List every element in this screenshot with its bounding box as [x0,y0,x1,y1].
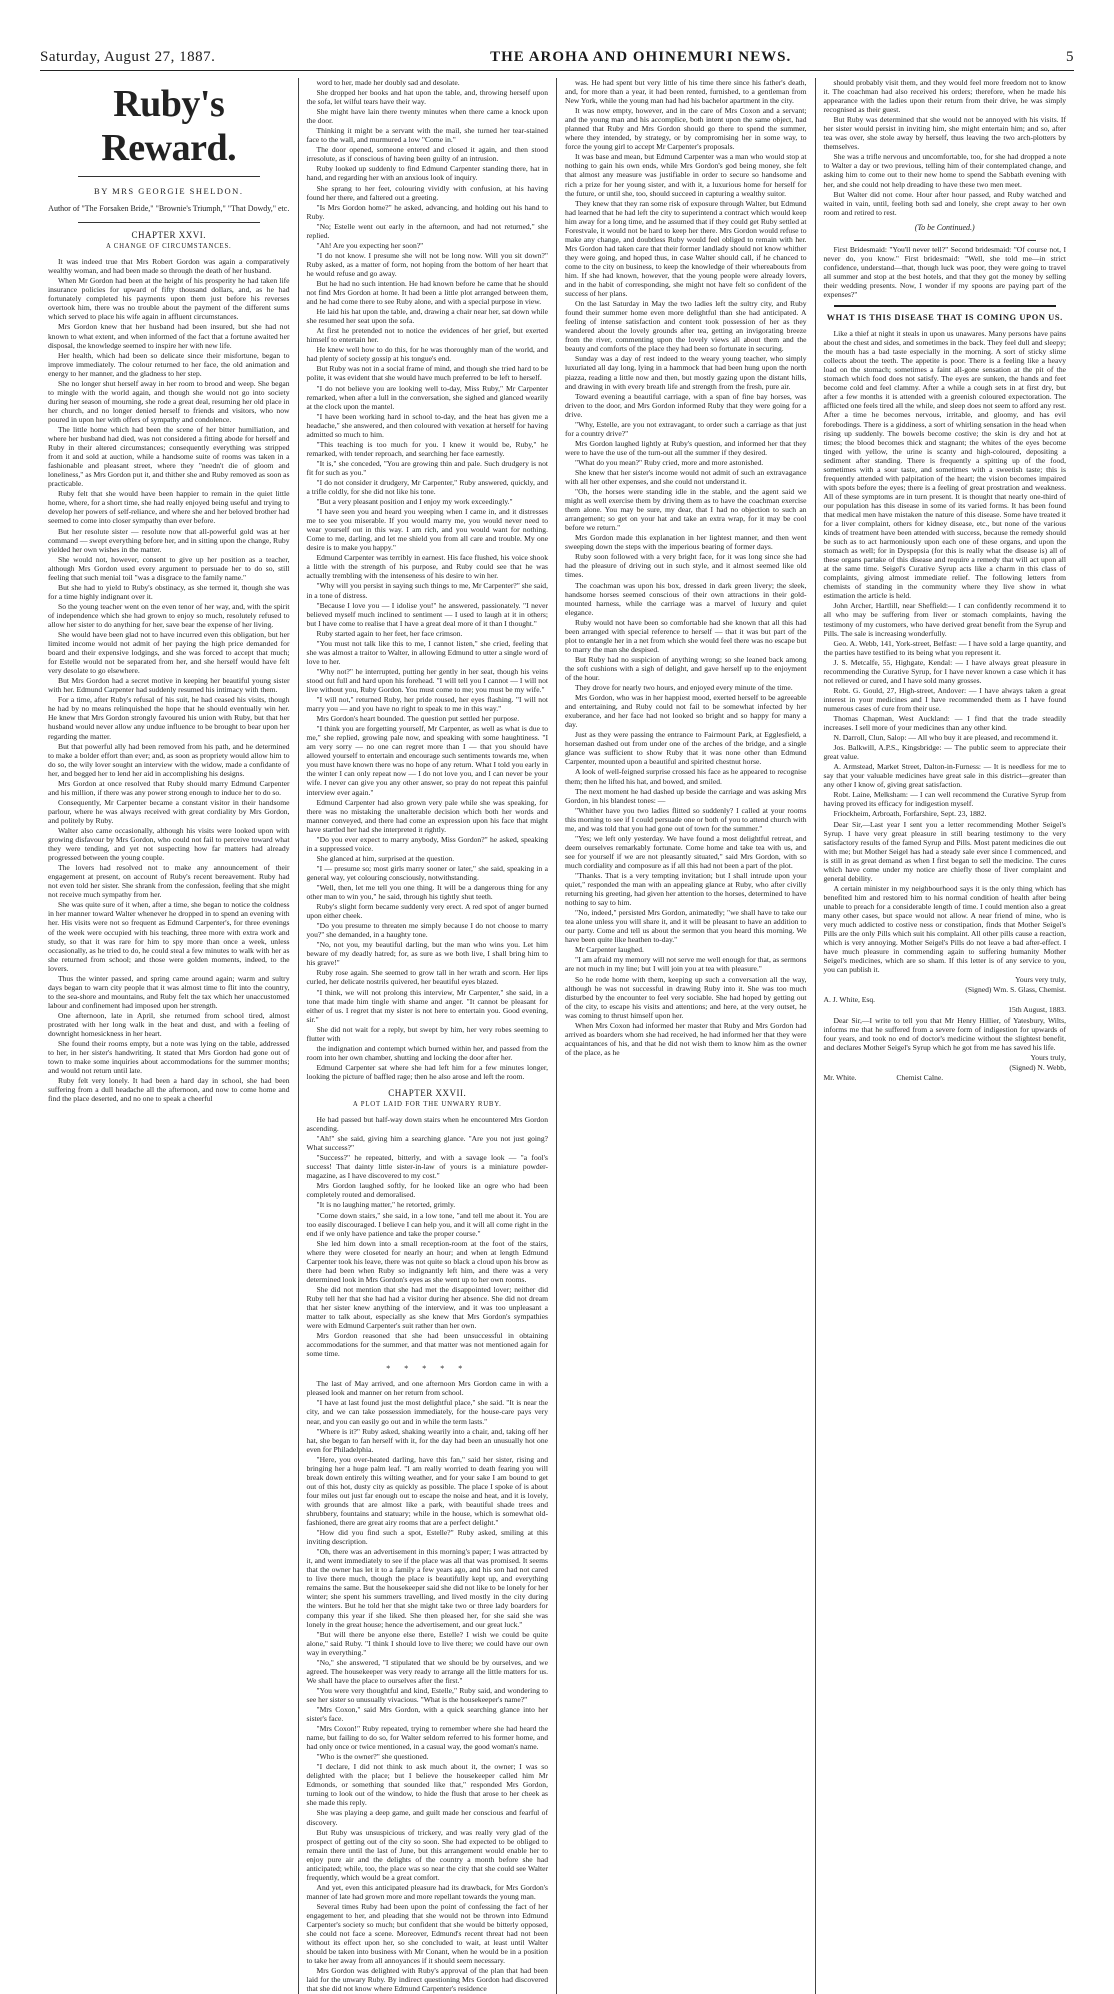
newspaper-columns [40,78,1074,1994]
paragraph: But Ruby was not in a social frame of mind, and though she tried hard to be polite, it was evident that she would have much preferred to be left to herself. [306,364,548,383]
paragraph: "Ah! Are you expecting her soon?" [316,240,424,250]
paragraph: They knew that they ran some risk of exposure through Walter, but Edmund had learned that he had left the city to superintend a contract which would keep him away for a long time, and he assumed that if they could get Ruby settled at Forestvale, it would not be hard to keep her there. Mrs Gordon would refuse to make any change, and doubtless Ruby would feel obliged to remain with her. Mrs Gordon had taken care that their former landlady should not know whither they were going, and hoped thus, in case Walter should call, if he chanced to come to the city on business, to keep the knowledge of their whereabouts from him. If she had known, however, that the young people were already lovers, and in the habit of corresponding, she might not have felt so confident of the success of her plans. [565,198,807,299]
paragraph: was. He had spent but very little of his time there since his father's death, and, for more than a year, it had been rented, furnished, to a gentleman from New York, while the young man had had his bachelor apartment in the city. [565,78,807,106]
to-be-continued: (To be Continued.) [914,222,975,232]
paragraph: It was now empty, however, and in the care of Mrs Coxon and a servant; and the young man and his accomplice, both intent upon the same object, had planned that Ruby and Mrs Gordon should go there to spend the summer, where they intended, by strategy, or by compromising her in some way, to force the young girl to accept Mr Carpenter's proposals. [565,106,807,152]
paragraph: She dropped her books and hat upon the table, and, throwing herself upon the sofa, let wilful tears have their way. [306,88,548,107]
story-text [307,1379,549,1993]
paragraph: First Bridesmaid: "You'll never tell?" Second bridesmaid: "Of course not, I never do, you know." First bridesmaid: "Well, she told me—in strict confidence, understand—that, though luck was poor, they were going to travel all summer and stop at the best hotels, and that they got the money by selling their wedding presents. Now, I wonder if my spoons are paying part of the expenses?" [823,244,1066,299]
paragraph: Ruby rose again. She seemed to grow tall in her wrath and scorn. Her lips curled, her delicate nostrils quivered, her beautiful eyes blazed. [306,968,548,987]
paragraph: "Do you ever expect to marry anybody, Miss Gordon?" he asked, speaking in a suppressed voice. [306,834,548,853]
paragraph: Mrs Gordon at once resolved that Ruby should marry Edmund Carpenter and his million, if there was any power strong enough to induce her to do so. [48,778,290,797]
paragraph: She knew that her sister's income would not admit of such an extravagance with all her other expenses, and she could not understand it. [565,467,807,487]
paragraph: When Mr Gordon had been at the height of his prosperity he had taken life insurance policies for upward of fifty thousand dollars, and, as he had fortunately completed his payments upon them just before his reverses overtook him, there was no trouble about the payment of the different sums which served to place his wife again in affluent circumstances. [48,276,290,322]
author-note: Author of "The Forsaken Bride," "Brownie's Triumph," "That Dowdy," etc. [48,204,290,214]
paragraph: Mrs Gordon, who was in her happiest mood, exerted herself to be agreeable and entertaining, and Ruby could not fail to be somewhat infected by her exuberance, and her face had not looked so bright and so happy for many a day. [565,693,807,730]
paragraph: One afternoon, late in April, she returned from school tired, almost prostrated with her long walk in the heat and dust, and with a feeling of downright homesickness in her heart. [48,1010,290,1039]
paragraph: It was base and mean, but Edmund Carpenter was a man who would stop at nothing to gain his own ends, while Mrs Gordon's god being money, she felt that almost any measure was justifiable in order to secure so handsome and rich a prize for her young sister, and with it, a luxurious home for herself for the future, or until she, too, should succeed in capturing a wealthy suitor. [565,152,807,198]
paragraph: It was indeed true that Mrs Robert Gordon was again a comparatively wealthy woman, and had been made so through the death of her husband. [48,257,290,276]
story-text [565,78,807,1057]
chemist-title: Chemist Calne. [896,1072,944,1082]
paragraph: But Ruby was unsuspicious of trickery, and was really very glad of the prospect of getting out of the city so soon. She had expected to be obliged to remain there until the last of June, but this arrangement would enable her to enjoy pure air and the delights of the country a month before she had anticipated; while, too, the place was so near the city that she could see Walter frequently, which would be a great comfort. [306,1827,548,1882]
paragraph: Friockheim, Arbroath, Forfarshire, Sept. 23, 1882. [833,809,987,819]
paragraph: "Why, Estelle, are you not extravagant, to order such a carriage as that just for a country drive?" [565,419,807,438]
story-byline: BY MRS GEORGIE SHELDON. [94,186,244,196]
paragraph: Mrs Gordon laughed softly, for he looked like an ogre who had been completely routed and demoralised. [306,1181,548,1200]
paragraph: She glanced at him, surprised at the question. [316,853,455,863]
paragraph: But Ruby had no suspicion of anything wrong; so she leaned back among the soft cushions with a sigh of delight, and gave herself up to the enjoyment of the hour. [565,654,807,682]
chapter-title: CHAPTER XXVI. [131,230,206,241]
paragraph: Ruby started again to her feet, her face crimson. [316,628,463,638]
paragraph: She no longer shut herself away in her room to brood and weep. She began to mingle with the world again, and though she would not go into society during her season of mourning, she rode a great deal, resuming her old place in her church, and no longer denied herself to friends and visitors, who now poured in upon her with offers of sympathy and condolence. [48,378,290,424]
divider [854,240,1037,241]
paragraph: Walter also came occasionally, although his visits were looked upon with growing disfavour by Mrs Gordon, who could not fail to perceive toward what they were tending, and yet not suspecting how far matters had already progressed between the young couple. [48,826,290,863]
paragraph: Several times Ruby had been upon the point of confessing the fact of her engagement to her, and pleading that she would not be thrown into Edmund Carpenter's society so much; but confident that she would be bitterly opposed, she could not face a scene. Moreover, Edmund's recent threat had not been without its effect upon her, so she concluded to wait, at least until Walter should be taken into business with Mr Conant, when he would be in a position to take her away from all annoyances if it should seem necessary. [306,1901,548,1966]
paragraph: the indignation and contempt which burned within her, and passed from the room into her own chamber, shutting and locking the door after her. [306,1043,548,1062]
paragraph: "Well, then, let me tell you one thing. It will be a dangerous thing for any other man to win you," he said, through his tightly shut teeth. [306,882,548,902]
paragraph: Ruby's slight form became suddenly very erect. A red spot of anger burned upon either cheek. [306,902,548,921]
section-break: * * * * * [386,1364,469,1374]
paragraph: "How did you find such a spot, Estelle?" Ruby asked, smiling at this inviting description. [306,1528,548,1547]
paragraph: Thinking it might be a servant with the mail, she turned her tear-stained face to the wall, and murmured a low "Come in." [306,126,548,145]
paragraph: "I think, we will not prolong this interview, Mr Carpenter," she said, in a tone that made him tingle with shame and anger. "It cannot be pleasant for either of us. I regret that my sister is not here to entertain you. Good evening, sir." [306,987,548,1024]
paragraph: Geo. A. Webb, 141, York-street, Belfast: — I have sold a large quantity, and the parties have testified to its being what you represent it. [823,638,1066,657]
column-4 [816,78,1075,1994]
paragraph: "But will there be anyone else there, Estelle? I wish we could be quite alone," said Ruby. "I think I should love to live there; we could have our own way in everything." [306,1629,548,1657]
paragraph: But Walter did not come. Hour after hour passed, and Ruby watched and waited in vain, until, feeling both sad and lonely, she crept away to her own room and retired to rest. [823,189,1066,217]
paragraph: "Is Mrs Gordon home?" he asked, advancing, and holding out his hand to Ruby. [306,202,548,221]
paragraph: A look of well-feigned surprise crossed his face as he appeared to recognise them; then he lifted his hat, and bowed, and smiled. [565,767,807,786]
paragraph: Mr Carpenter laughed. [575,945,644,955]
letter-body: Dear Sir,—I write to tell you that Mr Henry Hillier, of Yatesbury, Wilts, informs me that he suffered from a severe form of indigestion for upwards of four years, and took no end of doctor's medicine without the slightest benefit, and declares Mother Seigel's Syrup which he got from me has saved his life. [823,1015,1066,1052]
advert-text [824,329,1067,974]
paragraph: "I have at last found just the most delightful place," she said. "It is near the city, and we can take possession immediately, for the house-care pays very near, and you can easily go out and in while the term lasts." [306,1398,548,1426]
chapter-title: CHAPTER XXVII. [388,1087,467,1098]
signature-name: (Signed) Wm. S. Glass, Chemist. [965,985,1066,995]
signature-name: (Signed) N. Webb, [1009,1062,1066,1072]
paragraph: But she had to yield to Ruby's obstinacy, as she termed it, though she was for a time highly indignant over it. [48,582,290,601]
paragraph: Dear Sir,—Last year I sent you a letter recommending Mother Seigel's Syrup. I have very great pleasure in still bearing testimony to the very satisfactory results of the famed Syrup and Pills. Most patent medicines die out with me; but Mother Seigel has had a steady sale ever since I commenced, and is still in as great demand as when I first began to sell the medicine. The cures which have come under my notice are chiefly those of liver complaint and general debility. [823,819,1066,883]
signature-close: Yours truly, [1030,1052,1066,1062]
paragraph: She led him down into a small reception-room at the foot of the stairs, where they were closeted for nearly an hour; and when at length Edmund Carpenter took his leave, there was not quite so black a cloud upon his brow as there had been when Ruby so indignantly left him, and there was a very determined look in Mrs Gordon's eyes as she went up to her own rooms. [306,1238,548,1284]
paragraph: When Mrs Coxon had informed her master that Ruby and Mrs Gordon had arrived as boarders whom she had received, he had informed her that they were acquaintances of his, and that he did not wish them to know him as the owner of the place, as he [565,1020,807,1057]
paragraph: And yet, even this anticipated pleasure had its drawback, for Mrs Gordon's manner of late had grown more and more repellant towards the young man. [306,1882,548,1901]
paragraph: The door opened, someone entered and closed it again, and then stood irresolute, as if conscious of having been guilty of an intrusion. [306,145,548,164]
paragraph: "Do you presume to threaten me simply because I do not choose to marry you?" she demanded, in a haughty tone. [306,921,548,940]
paragraph: A. Armstead, Market Street, Dalton-in-Furness: — It is needless for me to say that your valuable medicines have great sale in this district—greater than any other I know of, giving great satisfaction. [823,762,1066,790]
paragraph: "It is," she conceded, "You are growing thin and pale. Such drudgery is not fit for such as you." [306,458,548,477]
paragraph: On the last Saturday in May the two ladies left the sultry city, and Ruby found their summer home even more delightful than she had anticipated. A feeling of intense satisfaction and content took possession of her as they wandered about the lovely grounds after tea, getting an invigorating breeze from the river, commenting upon the lovely views all about them and the beauty and comforts of the place they had been so fortunate in securing. [565,299,807,354]
paragraph: But he had no such intention. He had known before he came that he should not find Mrs Gordon at home. It had been a little plot arranged between them, and he had come there to see Ruby alone, and with a special purpose in view. [306,278,548,307]
story-text [307,78,549,1043]
paragraph: "Why not?" he interrupted, putting her gently in her seat, though his veins stood out full and hard upon his forehead. "I will tell you I cannot — I will not live without you, Ruby Gordon. You must come to me; you must be my wife." [306,666,548,694]
paragraph: "Whither have you two ladies flitted so suddenly? I called at your rooms this morning to see if I could persuade one or both of you to attend church with me, and was told that you had gone out of town for the summer." [565,805,807,833]
paragraph: "I declare, I did not think to ask much about it, the owner; I was so delighted with the place; but I believe the housekeeper called him Mr Edmonds, or something that sounded like that," responded Mrs Gordon, turning to look out of the window, to hide the flush that arose to her cheek as she made this reply. [306,1762,548,1808]
paragraph: She found their rooms empty, but a note was lying on the table, addressed to her, in her sister's handwriting. It stated that Mrs Gordon had gone out of town to make some inquiries about accommodations for the summer months; and would not return until late. [48,1039,290,1076]
paragraph: But Mrs Gordon had a secret motive in keeping her beautiful young sister with her. Edmund Carpenter had suddenly resumed his intimacy with them. [48,676,290,695]
masthead-date: Saturday, August 27, 1887. [40,48,216,65]
paragraph: "Here, you over-heated darling, have this fan," said her sister, rising and bringing her a huge palm leaf. "I am really worried to death fearing you will break down entirely this wilting weather, and for your sake I am bound to get out of this hot, dusty city as quickly as possible. The place I spoke of is about four miles out just far enough out to escape the noise and heat, and it is lovely, with grounds that are almost like a park, with beautiful shade trees and shrubbery, fountains and statuary; while in the house, which is somewhat old-fashioned, there are great airy rooms that are a perfect delight." [306,1454,548,1528]
paragraph: "Thanks. That is a very tempting invitation; but I shall intrude upon your quiet," responded the man with an appealing glance at Ruby, who after civilly returning his greeting, had given her attention to the horses, determined to have nothing to say to him. [565,870,807,908]
paragraph: Edmund Carpenter sat where she had left him for a few minutes longer, looking the picture of baffled rage; then he also arose and left the room. [306,1062,548,1081]
paragraph: "You were very thoughtful and kind, Estelle," Ruby said, and wondering to see her sister so unusually vivacious. "What is the housekeeper's name?" [306,1685,548,1704]
paragraph: J. S. Metcalfe, 55, Highgate, Kendal: — I have always great pleasure in recommending the Curative Syrup, for I have never known a case which it has not relieved or cured, and I have sold many grosses. [823,657,1066,685]
title-rule [78,176,260,177]
paragraph: She was a trifle nervous and uncomfortable, too, for she had dropped a note to Walter a day or two previous, telling him of their contemplated change, and asking him to come out to their new home to spend the Sabbath evening with her, and she could not help dreading to have these two men meet. [823,152,1066,189]
paragraph: They drove for nearly two hours, and enjoyed every minute of the time. [575,683,793,693]
masthead-title: THE AROHA AND OHINEMURI NEWS. [490,48,792,65]
letter-recipient: A. J. White, Esq. [823,995,876,1005]
chapter-subtitle: A CHANGE OF CIRCUMSTANCES. [105,243,232,251]
paragraph: Just as they were passing the entrance to Fairmount Park, at Egglesfield, a horseman dashed out from under one of the arches of the bridge, and a single glance was sufficient to show Ruby that it was none other than Edmund Carpenter, mounted upon a beautiful and spirited chestnut horse. [565,730,807,767]
advert-headline: WHAT IS THIS DISEASE THAT IS COMING UPON US. [826,313,1063,323]
paragraph: "But a very pleasant position and I enjoy my work exceedingly." [316,497,513,507]
paragraph: Edmund Carpenter had also grown very pale while she was speaking, for there was no mistaking the unalterable decision which both her words and manner conveyed, and there had come an expression upon his face that might have startled her had she interpreted it rightly. [306,797,548,834]
paragraph: So he rode home with them, keeping up such a conversation all the way, although he was not successful in drawing Ruby into it. She was too much disturbed by the encounter to feel very sociable. She had hoped by getting out of the city, to escape his visits and attentions; and here, at the very outset, he was coming to thrust himself upon her. [565,974,807,1020]
recipient-name: Mr. White. [823,1072,857,1082]
paragraph: "No," she answered, "I stipulated that we should be by ourselves, and we agreed. The housekeeper was very ready to arrange all the little matters for us. We shall have the place to ourselves after the first." [306,1657,548,1685]
paragraph: She sprang to her feet, colouring vividly with confusion, at his having found her there, and faltered out a greeting. [306,183,548,202]
paragraph: Ruby soon followed with a very bright face, for it was long since she had had the pleasure of driving out in such style, and it almost seemed like old times. [565,552,807,580]
masthead [40,44,1074,71]
paragraph: So the young teacher went on the even tenor of her way, and, with the spirit of independence which she had grown to enjoy so much, resolutely refused to allow her sister to do anything for her, save bear the expense of her living. [48,601,290,629]
paragraph: The lovers had resolved not to make any announcement of their engagement at present, on account of Ruby's recent bereavement. Ruby had not even told her sister. She shrank from the confession, feeling that she might not receive much sympathy from her. [48,863,290,900]
story-text [307,1115,549,1358]
paragraph: "Ah!" she said, giving him a searching glance. "Are you not just going? What success?" [306,1134,548,1153]
paragraph: "I do not know. I presume she will not be long now. Will you sit down?" Ruby asked, as a matter of form, not hoping from the bottom of her heart that he would refuse and go away. [306,250,548,278]
paragraph: Robt. Laine, Melksham: — I can well recommend the Curative Syrup from having proved its efficacy for indigestion myself. [823,790,1066,809]
paragraph: Mrs Gordon knew that her husband had been insured, but she had not known to what extent, and when informed of the fact that a fortune awaited her disposal, the knowledge seemed to inspire her with new life. [48,322,290,350]
paragraph: "Oh, the horses were standing idle in the stable, and the agent said we might as well exercise them by driving them as to have the coachman exercise them alone. You may be sure, my dear, that I had no objection to such an arrangement; so get on your hat and take an extra wrap, for it may be cool before we return." [565,487,807,533]
divider [834,305,1057,307]
story-title: Ruby's Reward. [101,83,237,169]
story-text [307,1044,549,1081]
paragraph: word to her, made her doubly sad and desolate. [316,78,460,87]
paragraph: But that powerful ally had been removed from his path, and he determined to make a bolder effort than ever; and, as soon as propriety would allow him to do so, the wily lover sought an interview with the widow, made a confidante of her, and begged her to lend her aid in accomplishing his designs. [48,741,290,778]
paragraph: "Where is it?" Ruby asked, shaking wearily into a chair, and, taking off her hat, she began to fan herself with it, for the day had been an unusually hot one even for Philadelphia. [306,1426,548,1454]
paragraph: "I think you are forgetting yourself, Mr Carpenter, as well as what is due to me," she replied, growing pale now, and speaking with some haughtiness. "I am very sorry — no one can regret more than I — that you should have allowed yourself to entertain and encourage such sentiments towards me, when you must have known there was no hope of any return. What I told you early in the winter I can only repeat now — I do not love you, and I can never be your wife. I never can give you any other answer, so pray do not repeat this painful interview ever again." [306,724,548,797]
paragraph: Edmund Carpenter was terribly in earnest. His face flushed, his voice shook a little with the strength of his purpose, and Ruby could see that he was actually trembling with the intenseness of his desire to win her. [306,553,548,581]
signature-close: Yours very truly, [1015,975,1066,985]
page-number: 5 [1065,48,1074,65]
paragraph: The next moment he had dashed up beside the carriage and was asking Mrs Gordon, in his blandest tones: — [565,786,807,805]
paragraph: Ruby would not have been so comfortable had she known that all this had been arranged with special reference to herself — that it was but part of the plot to entangle her in a net from which she would feel there was no escape but to marry the man she despised. [565,617,807,654]
paragraph: But her resolute sister — resolute now that all-powerful gold was at her command — swept everything before her, and in sitting upon the change, Ruby yielded her own wishes in the matter. [48,526,290,554]
paragraph: "I will not," returned Ruby, her pride roused, her eyes flashing. "I will not marry you — and you have no right to speak to me in this way." [306,695,548,714]
paragraph: Ruby looked up suddenly to find Edmund Carpenter standing there, hat in hand, and regarding her with an anxious look of inquiry. [306,164,548,183]
paragraph: A certain minister in my neighbourhood says it is the only thing which has benefited him and restored him to his normal condition of health after being unable to preach for a considerable length of time. I could mention also a great many other cases, but space would not allow. A near friend of mine, who is very much addicted to costive ness or constipation, finds that Mother Seigel's Pills are the only Pills which suit his complaint. All other pills cause a reaction, which is very annoying. Mother Seigel's Pills do not leave a bad after-effect. I have much pleasure in commending again to suffering humanity Mother Seigel's medicines, which are so sham. If this letter is of any service to you, you can publish it. [823,883,1066,975]
paragraph: At first he pretended not to notice the evidences of her grief, but exerted himself to entertain her. [306,326,548,345]
paragraph: She would not, however, consent to give up her position as a teacher, although Mrs Gordon used every argument to persuade her to do so, still feeling that such menial toil "was a disgrace to the family name." [48,554,290,582]
paragraph: The last of May arrived, and one afternoon Mrs Gordon came in with a pleased look and manner on her return from school. [306,1379,548,1398]
letter-recipient [824,1073,1067,1082]
paragraph: "I have seen you and heard you weeping when I came in, and it distresses me to see you miserable. If you would marry me, you would never need to wear yourself out in this way. I am rich, and you would want for nothing. Come to me, darling, and let me shield you from all care and trouble. My one desire is to make you happy." [306,507,548,553]
paragraph: Mrs Gordon reasoned that she had been unsuccessful in obtaining accommodations for the summer, and that matter was not mentioned again for some time. [306,1331,548,1359]
paragraph: The coachman was upon his box, dressed in dark green livery; the sleek, handsome horses seemed conscious of their own attractions in their gold-mounted harness, while the carriage was a marvel of luxury and quiet elegance. [565,580,807,617]
paragraph: Thomas Chapman, West Auckland: — I find that the trade steadily increases. I sell more of your medicines than any other kind. [823,714,1066,733]
paragraph: "No, not you, my beautiful darling, but the man who wins you. Let him beware of my deadly hatred; for, as sure as we both live, I shall bring him to his grave!" [306,940,548,968]
paragraph: Thus the winter passed, and spring came around again; warm and sultry days began to warn city people that it was almost time to flit into the country, to the sea-shore and mountains, and Ruby felt the tax which her unaccustomed labour and confinement had imposed upon her strength. [48,973,290,1010]
paragraph: "I do not believe you are looking well to-day, Miss Ruby," Mr Carpenter remarked, when after a lull in the conversation, she sighed and glanced wearily at the clock upon the mantel. [306,383,548,411]
paragraph: Mrs Gordon was delighted with Ruby's approval of the plan that had been laid for the unwary Ruby. By indirect questioning Mrs Gordon had discovered that she did not know where Edmund Carpenter's residence [306,1966,548,1994]
story-text [48,257,290,1103]
paragraph: "It is no laughing matter," he retorted, grimly. [316,1200,456,1210]
paragraph: She was quite sure of it when, after a time, she began to notice the coldness in her manner toward Walter whenever he dropped in to spend an evening with her. His visits were not so frequent as Edmund Carpenter's, for three evenings of the week were occupied with his teaching, three more with extra work and study, so that it was rare for him to spy more than once a week, unless occasionally, as he tried to do, he could steal a few minutes to walk with her as she returned from school; and those were golden moments, indeed, to the lovers. [48,900,290,973]
paragraph: Toward evening a beautiful carriage, with a span of fine bay horses, was driven to the door, and Mrs Gordon informed Ruby that they were going for a drive. [565,391,807,419]
paragraph: "I do not consider it drudgery, Mr Carpenter," Ruby answered, quickly, and a trifle coldly, for she did not like his tone. [306,477,548,497]
paragraph: "This teaching is too much for you. I knew it would be, Ruby," he remarked, with tender reproach, and searching her face earnestly. [306,439,548,458]
paragraph: "No, indeed," persisted Mrs Gordon, animatedly; "we shall have to take our tea alone unless you will share it, and it will be pleasant to have an addition to our party. Come and tell us about the sermon that you heard this morning. We have been quite like heathen to-day." [565,908,807,945]
paragraph: Sunday was a day of rest indeed to the weary young teacher, who simply luxuriated all day long, lying in a hammock that had been hung upon the north piazza, reading a little now and then, but mostly gazing upon the distant hills, and drawing in with every breath life and strength from the fresh, pure air. [565,354,807,391]
paragraph: The little home which had been the scene of her bitter humiliation, and where her husband had died, was not considered a fitting abode for herself and Ruby in their altered circumstances; consequently everything was stripped from it and sold at auction, while a handsome suite of rooms was taken in a fashionable and pleasant street, where they "needn't die of gloom and loneliness," as Mrs Gordon put it, and thither she and Ruby removed as soon as practicable. [48,424,290,489]
paragraph: "Come down stairs," she said, in a low tone, "and tell me about it. You are too easily discouraged. I believe I can help you, and it will all come right in the end if we only have patience and take the proper course." [306,1210,548,1238]
paragraph: "You must not talk like this to me, I cannot listen," she cried, feeling that she was almost a traitor to Walter, in allowing Edmund to utter a single word of love to her. [306,638,548,666]
paragraph: "I — presume so; most girls marry sooner or later," she said, speaking in a general way, yet colouring consciously, notwithstanding. [306,863,548,882]
story-text [824,78,1067,217]
paragraph: He laid his hat upon the table, and, drawing a chair near her, sat down while she resumed her seat upon the sofa. [306,307,548,326]
paragraph: "Yes; we left only yesterday. We have found a most delightful retreat, and deem ourselves remarkably fortunate. Come home and take tea with us, and see for yourself if we are not pleasantly situated," said Mrs Gordon, with so much cordiality and composure as if all this had not been a part of the plot. [565,833,807,870]
paragraph: Ruby felt very lonely. It had been a hard day in school, she had been suffering from a dull headache all the afternoon, and now to come home and find the place deserted, and no one to speak a cheerful [48,1076,290,1104]
paragraph: "Why will you persist in saying such things to me, Mr Carpenter?" she said, in a tone of distress. [306,581,548,600]
paragraph: "Who is the owner?" she questioned. [316,1752,429,1762]
paragraph: Mrs Gordon made this explanation in her lightest manner, and then went sweeping down the steps with the imperious bearing of former days. [565,533,807,552]
paragraph: She did not mention that she had met the disappointed lover; neither did Ruby tell her that she had had a visitor during her absence. She did not dream that her sister knew anything of the interview, and it was too unpleasant a matter to talk about, especially as she knew that Mrs Gordon's sympathies were with Edmund Carpenter's suit rather than her own. [306,1284,548,1331]
chapter-rule [78,222,260,223]
paragraph: She might have lain there twenty minutes when there came a knock upon the door. [306,107,548,126]
paragraph: "I am afraid my memory will not serve me well enough for that, as sermons are not much in my line; but I will join you at tea with pleasure." [565,955,807,974]
chapter-subtitle: A PLOT LAID FOR THE UNWARY RUBY. [352,1101,502,1109]
paragraph: For a time, after Ruby's refusal of his suit, he had ceased his visits, though he had by no means relinquished the hope that he should eventually win her. He knew that Mrs Gordon strongly favoured his union with Ruby, but that her husband would never allow any undue influence to be brought to bear upon her regarding the matter. [48,695,290,741]
paragraph: She would have been glad not to have incurred even this obligation, but her limited income would not admit of her paying the high price demanded for board and their expensive lodgings, and she was forced to accept that much; for Estelle would not be separated from her, and she herself would have felt very desolate to go elsewhere. [48,630,290,676]
paragraph: "Because I love you — I idolise you!" he answered, passionately. "I never believed myself much inclined to sentiment — I used to laugh at it in others; but I have come to realise that I have a great deal more of it than I thought." [306,600,548,628]
paragraph: John Archer, Hartlill, near Sheffield:— I can confidently recommend it to all who may be suffering from liver or stomach complaints, having the testimony of my customers, who have derived great benefit from the Syrup and Pills. The sale is increasing wonderfully. [823,601,1066,638]
paragraph: "Success?" he repeated, bitterly, and with a savage look — "a fool's success! That dainty little sister-in-law of yours is a miniature powder-magazine, as I have discovered to my cost." [306,1153,548,1181]
paragraph: Jos. Balkwill, A.P.S., Kingsbridge: — The public seem to appreciate their great value. [823,743,1066,762]
paragraph: He had passed but half-way down stairs when he encountered Mrs Gordon ascending. [306,1115,548,1134]
paragraph: Her health, which had been so delicate since their misfortune, began to improve immediately. The colour returned to her face, the old animation and energy to her manner, and the gladness to her step. [48,350,290,378]
paragraph: "Oh, there was an advertisement in this morning's paper; I was attracted by it, and went immediately to see if the place was all that was promised. It seems that the owner has let it to a family a few years ago, and his son had not cared to live there much, though the place is beautifully kept up, and everything remains the same. But the housekeeper said she did not like to be lonely for her winter; she spent his summers travelling, and lived mostly in the city during the winters. But he told her that she might take two or three lady boarders for company this year if she liked. She then pleased her, for she said she was lonely in the great house; hence the advertisement, and our great luck." [306,1547,548,1629]
anecdote-text [824,245,1067,299]
column-2 [299,78,558,1994]
paragraph: But Ruby was determined that she would not be annoyed with his visits. If her sister would persist in inviting him, she might entertain him; and so, after tea was over, she stole away by herself, thus leaving the two arch-plotters by themselves. [823,115,1066,152]
paragraph: Mrs Gordon laughed lightly at Ruby's question, and informed her that they were to have the use of the turn-out all the summer if they desired. [565,438,807,457]
paragraph: She did not wait for a reply, but swept by him, her very robes seeming to flutter with [306,1024,548,1043]
paragraph: "I have been working hard in school to-day, and the heat has given me a headache," she answered, and then coloured with vexation at herself for having admitted so much to him. [306,411,548,439]
paragraph: Ruby felt that she would have been happier to remain in the quiet little home, where, for a short time, she had really enjoyed being useful and trying to develop her powers of self-reliance, and where she and her beloved brother had seemed to come into closer sympathy than ever before. [48,489,290,526]
paragraph: N. Darroll, Clun, Salop: — All who buy it are pleased, and recommend it. [833,733,1058,743]
column-3 [557,78,816,1994]
paragraph: Mrs Gordon's heart bounded. The question put settled her purpose. [316,714,520,724]
paragraph: He knew well how to do this, for he was thoroughly man of the world, and had plenty of society gossip at his tongue's end. [306,345,548,364]
paragraph: should probably visit them, and they would feel more freedom not to know it. The coachman had also received his orders; therefore, when he made his appearance with the ladies upon their return from their drive, he was simply recognised as their guest. [823,78,1066,115]
paragraph: Consequently, Mr Carpenter became a constant visitor in their handsome parlour, where he was always received with great cordiality by Mrs Gordon, and politely by Ruby. [48,797,290,825]
paragraph: "Mrs Coxon!" Ruby repeated, trying to remember where she had heard the name, but failing to do so, for Walter seldom referred to his former home, and had only once or twice mentioned, in a casual way, the good woman's name. [306,1724,548,1752]
column-1 [40,78,299,1994]
paragraph: "What do you mean?" Ruby cried, more and more astonished. [575,457,764,467]
letter-date: 15th August, 1883. [1008,1005,1066,1015]
paragraph: Like a thief at night it steals in upon us unawares. Many persons have pains about the chest and sides, and sometimes in the back. They feel dull and sleepy; the mouth has a bad taste especially in the morning. A sort of sticky slime collects about the teeth. The appetite is poor. There is a feeling like a heavy load on the stomach; sometimes a faint all-gone sensation at the pit of the stomach which food does not satisfy. The eyes are sunken, the hands and feet become cold and feel clammy. After a while a cough sets in at first dry, but after a few months it is attended with a greenish coloured expectoration. The afflicted one feels tired all the while, and sleep does not seem to afford any rest. After a time he becomes nervous, irritable, and gloomy, and has evil forebodings. There is a giddiness, a sort of whirling sensation in the head when rising up suddenly. The bowels become costive; the skin is dry and hot at times; the blood becomes thick and stagnant; the whites of the eyes become tinged with yellow, the urine is scanty and high-coloured, depositing a sediment after standing. There is frequently a spitting up of the food, sometimes with a sour taste, and sometimes with a sweetish taste; this is frequently attended with palpitation of the heart; the vision becomes impaired with spots before the eyes; there is a feeling of great prostration and weakness. All of these symptoms are in turn present. It is thought that nearly one-third of our population has this disease in some of its varied forms. It has been found that medical men have mistaken the nature of this disease. Some have treated it for a liver complaint, others for kidney disease, etc., but none of the various kinds of treatment have been attended with success, because the remedy should be such as to act harmoniously upon each one of these organs, and upon the stomach as well; for in Dyspepsia (for this is really what the disease is) all of these organs partake of this disease and require a remedy that will act upon all at the same time. Seigel's Curative Syrup acts like a charm in this class of complaints, giving almost immediate relief. The following letters from chemists of standing in the community where they live show in what estimation the article is held. [823,329,1066,601]
paragraph: She was playing a deep game, and guilt made her conscious and fearful of discovery. [306,1808,548,1827]
paragraph: "No; Estelle went out early in the afternoon, and had not returned," she replied. [306,221,548,240]
paragraph: "Mrs Coxon," said Mrs Gordon, with a quick searching glance into her sister's face. [306,1704,548,1724]
paragraph: Robt. G. Gould, 27, High-street, Andover: — I have always taken a great interest in your medicines and I have recommended them as I have found numerous cases of cure from their use. [823,685,1066,713]
